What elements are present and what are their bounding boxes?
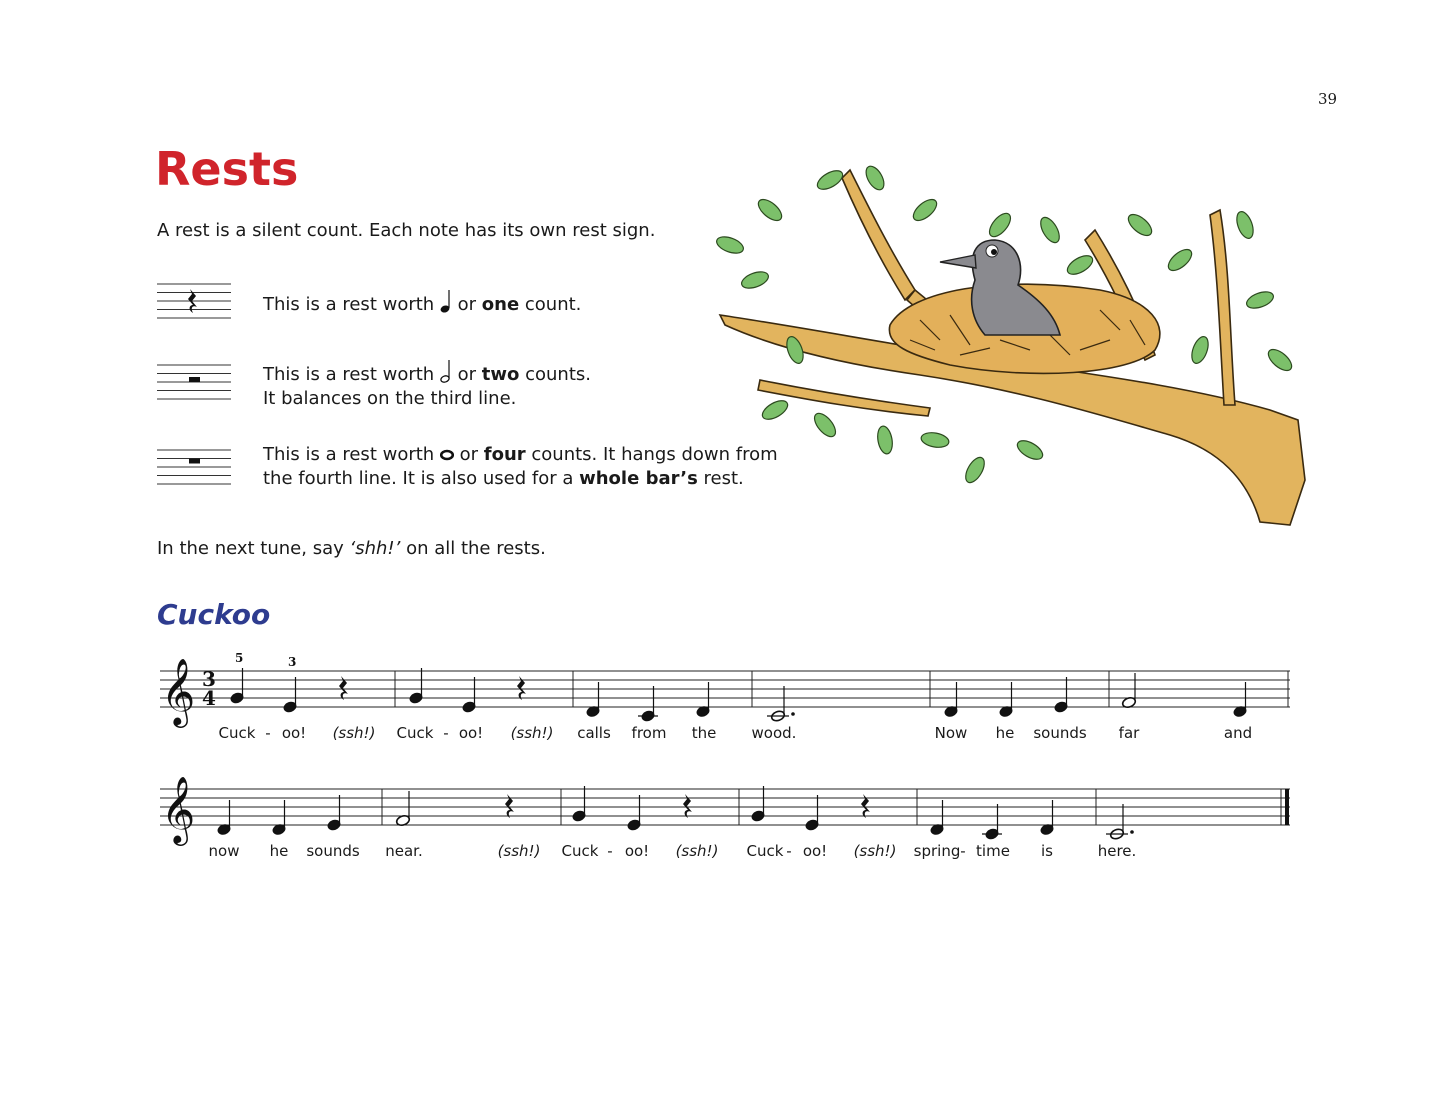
half-rest-icon: [189, 377, 200, 382]
page-title: Rests: [155, 142, 299, 196]
cuckoo-in-nest-illustration: [700, 150, 1310, 535]
half-note-icon: [440, 360, 452, 384]
lyric-syllable: he: [995, 724, 1015, 742]
lyric-syllable: Cuck: [561, 842, 599, 860]
treble-clef-icon: 𝄞: [161, 775, 196, 843]
lyric-syllable: -: [265, 724, 271, 742]
lyric-syllable: Cuck: [396, 724, 434, 742]
time-sig-top: 3: [202, 667, 216, 691]
score-line-2: [155, 766, 1295, 846]
time-sig-bottom: 4: [202, 686, 216, 710]
fingering-2: 3: [288, 655, 297, 669]
lyric-syllable: sounds: [1033, 724, 1087, 742]
lyric-syllable: Cuck: [746, 842, 784, 860]
lyric-syllable: near.: [385, 842, 423, 860]
lyric-syllable: oo!: [802, 842, 828, 860]
lyric-syllable: he: [269, 842, 289, 860]
rest-desc-2: This is a rest worth or two counts. It balances on the third line.: [263, 360, 591, 411]
fingering-1: 5: [235, 651, 244, 665]
lyric-syllable: sounds: [306, 842, 360, 860]
lyric-syllable: (ssh!): [510, 724, 554, 742]
lyric-syllable: (ssh!): [332, 724, 376, 742]
lyric-syllable: -: [786, 842, 792, 860]
lyric-syllable: (ssh!): [497, 842, 541, 860]
lyric-syllable: Now: [934, 724, 968, 742]
rest-desc-1: This is a rest worth or one count.: [263, 290, 581, 317]
quarter-note-icon: [440, 290, 452, 314]
lyric-syllable: -: [960, 842, 966, 860]
lyric-syllable: time: [976, 842, 1010, 860]
whole-rest-staff: [157, 449, 231, 485]
lyric-syllable: (ssh!): [853, 842, 897, 860]
lyric-syllable: and: [1223, 724, 1253, 742]
whole-note-icon: [440, 449, 454, 461]
score-line-1: [155, 648, 1295, 728]
lyric-syllable: oo!: [624, 842, 650, 860]
lyric-syllable: wood.: [751, 724, 797, 742]
lyric-syllable: spring: [913, 842, 961, 860]
lyric-syllable: is: [1041, 842, 1053, 860]
lyric-syllable: Cuck: [218, 724, 256, 742]
rest-desc-3: This is a rest worth or four counts. It hangs down from the fourth line. It is also used for a whole bar’s rest.: [263, 444, 778, 489]
page-number: 39: [1318, 90, 1338, 108]
half-rest-staff: [157, 364, 231, 400]
lyric-syllable: oo!: [281, 724, 307, 742]
treble-clef-icon: 𝄞: [161, 657, 196, 725]
lyric-syllable: far: [1118, 724, 1140, 742]
quarter-rest-staff: [157, 283, 231, 319]
song-title: Cuckoo: [157, 598, 271, 631]
lyric-syllable: here.: [1097, 842, 1137, 860]
intro-text: A rest is a silent count. Each note has its own rest sign.: [157, 220, 656, 241]
lyric-syllable: now: [208, 842, 240, 860]
whole-rest-icon: [189, 459, 200, 464]
next-tune-instruction: In the next tune, say ‘shh!’ on all the rests.: [157, 538, 546, 559]
lyric-syllable: oo!: [458, 724, 484, 742]
lyric-syllable: from: [631, 724, 667, 742]
lyric-syllable: calls: [577, 724, 611, 742]
lyric-syllable: (ssh!): [675, 842, 719, 860]
lyric-syllable: -: [607, 842, 613, 860]
lyric-syllable: the: [691, 724, 717, 742]
lyric-syllable: -: [443, 724, 449, 742]
